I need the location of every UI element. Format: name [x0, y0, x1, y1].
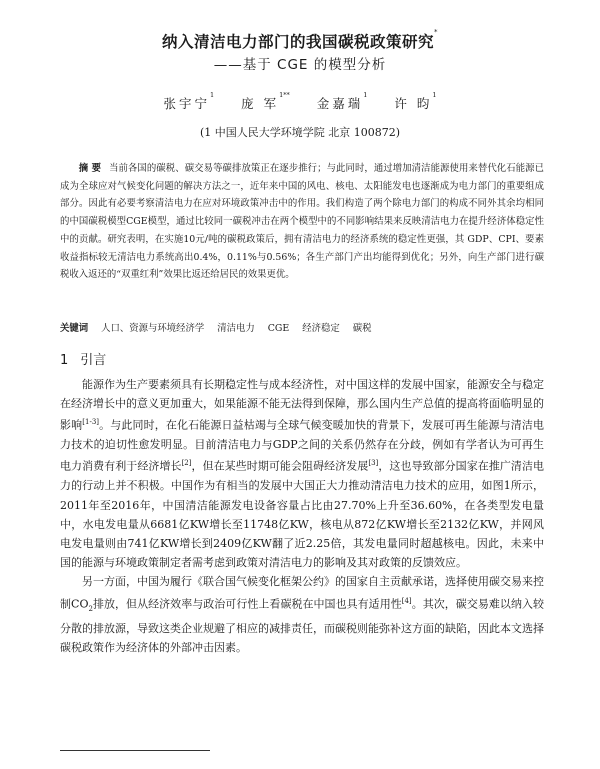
citation: [3]: [368, 459, 379, 468]
author-list: [0, 91, 600, 112]
keyword: 碳税: [352, 323, 372, 334]
keyword: 清洁电力: [217, 323, 255, 334]
footnote-divider: [60, 750, 210, 751]
author: 张宇宁$^1$: [163, 91, 215, 111]
keyword: 人口、资源与环境经济学: [101, 323, 205, 334]
abstract-text: 当前各国的碳税、碳交易等碳排放策正在逐步推行；与此同时，通过增加清洁能源使用来替代化石能源已成为全球应对气候变化问题的解决方法之一，近年来中国的风电、核电、太阳能发电也逐渐成为电力部门的重要组成部分。因此有必要考察清洁电力在应对环境政策冲击中的作用。我们构造了两个除电力部门的构成不同外其余均相同的中国碳税模型CGE模型，通过比较同一碳税冲击在两个模型中的不同影响结果来反映清洁电力在提升经济体稳定性中的贡献。研究表明，在实施10元/吨的碳税政策后，拥有清洁电力的经济系统的稳定性更强，其 GDP、CPI、要素收益指标较无清洁电力系统高出0.4%，0.11%与0.56%；各生产部门产出均能得到优化；另外，向生产部门进行碳税收入返还的“双重红利”效果比返还给居民的效果更优。: [60, 163, 544, 281]
paper-title: 纳入清洁电力部门的我国碳税政策研究*: [161, 28, 438, 51]
author: 许 昀$^1$: [394, 91, 437, 111]
citation: [1-3]: [82, 418, 99, 427]
keywords: [60, 320, 544, 337]
affiliation: (1 中国人民大学环境学院 北京 100872): [199, 126, 401, 139]
paragraph: 另一方面，中国为履行《联合国气候变化框架公约》的国家自主贡献承诺，选择使用碳交易来控制$CO_2$排放，但从经济效率与政治可行性上看碳税在中国也具有适用性[4]。其次，碳交易难以纳入较分散的排放源，导致这类企业规避了相应的减排责任，而碳税则能弥补这方面的缺陷，因此本文选择碳税政策作为经济体的外部冲击因素。: [60, 575, 545, 654]
keyword: 经济稳定: [302, 323, 340, 334]
section-heading: 1 引言: [60, 353, 107, 368]
author: 庞 军$^{1**}$: [241, 91, 290, 111]
paragraph: 能源作为生产要素须具有长期稳定性与成本经济性，对中国这样的发展中国家，能源安全与稳定在经济增长中的意义更加重大，如果能源不能无法得到保障，那么国内生产总值的提高将面临明显的影响[1-3]。与此同时，在化石能源日益枯竭与全球气候变暖加快的背景下，发展可再生能源与清洁电力技术的迫切性愈发明显。目前清洁电力与GDP之间的关系仍然存在分歧，例如有学者认为可再生电力消费有利于经济增长[2]，但在某些时期可能会阻碍经济发展[3]，这也导致部分国家在推广清洁电力的行动上并不积极。中国作为有相当的发展中大国正大力推动清洁电力技术的应用，如图1所示，2011年至2016年，中国清洁能源发电设备容量占比由27.70%上升至36.60%，在各类型发电量中，水电发电量从6681亿KW增长至11748亿KW，核电从872亿KW增长至2132亿KW，并网风电发电量则由741亿KW增长到2409亿KW翻了近2.25倍，其发电量同时超越核电。因此，未来中国的能源与环境政策制定者需考虑到政策对清洁电力的影响及其对政策的反馈效应。: [60, 378, 545, 570]
paper-subtitle: ——基于 CGE 的模型分析: [213, 57, 387, 73]
keywords-label: 关键词: [60, 323, 89, 334]
author: 金嘉瑞$^1$: [316, 91, 368, 111]
title-footnote-mark: *: [434, 28, 438, 36]
keyword: CGE: [267, 323, 290, 334]
body-text: [60, 375, 544, 657]
citation: [4]: [401, 596, 412, 605]
abstract: [60, 160, 544, 284]
abstract-label: 摘 要: [78, 163, 102, 174]
citation: [2]: [181, 459, 192, 468]
